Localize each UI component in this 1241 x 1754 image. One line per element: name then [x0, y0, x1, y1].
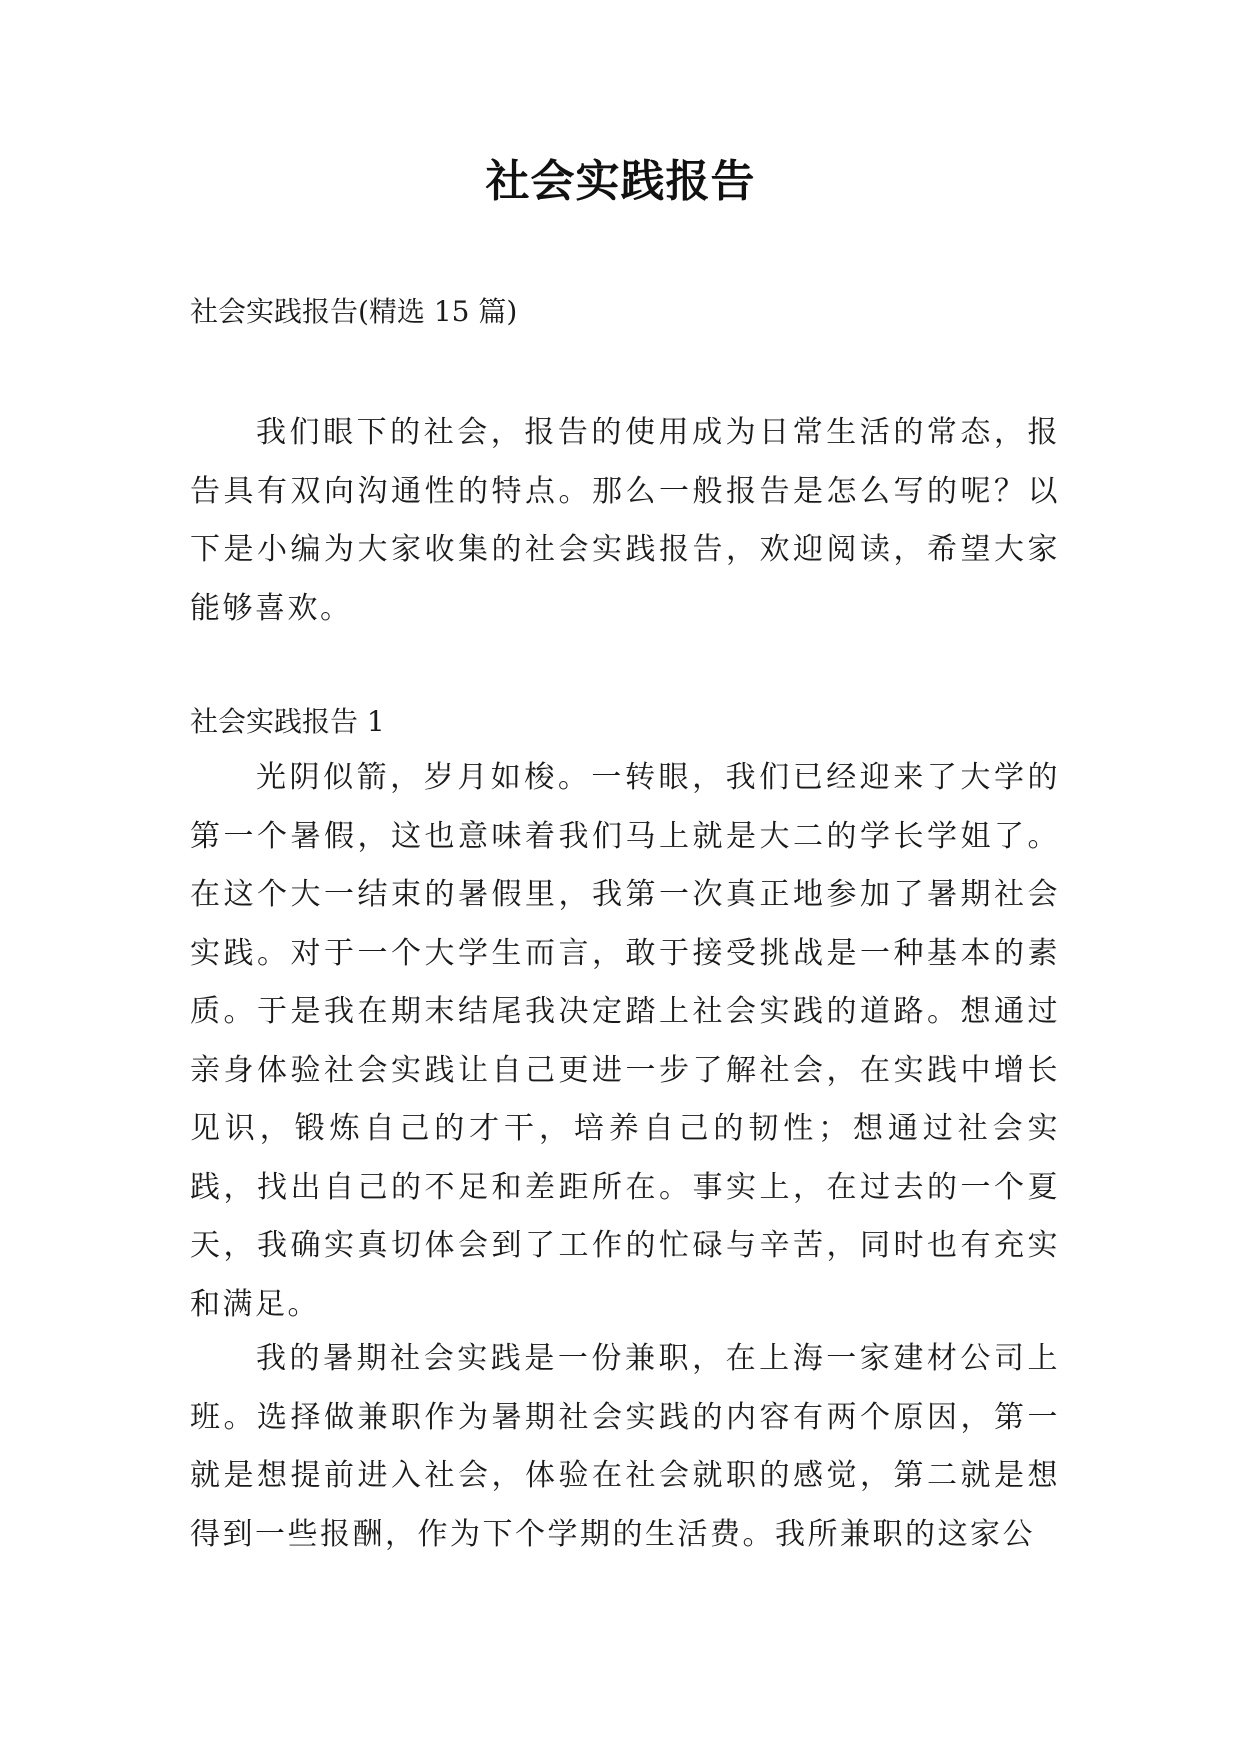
body-paragraph: 光阴似箭，岁月如梭。一转眼，我们已经迎来了大学的第一个暑假，这也意味着我们马上就是大二的学长学姐了。在这个大一结束的暑假里，我第一次真正地参加了暑期社会实践。对于一个大学生而言，敢于接受挑战是一种基本的素质。于是我在期末结尾我决定踏上社会实践的道路。想通过亲身体验社会实践让自己更进一步了解社会，在实践中增长见识，锻炼自己的才干，培养自己的韧性；想通过社会实践，找出自己的不足和差距所在。事实上，在过去的一个夏天，我确实真切体会到了工作的忙碌与辛苦，同时也有充实和满足。 — [190, 760, 1060, 1322]
intro-paragraph: 我们眼下的社会，报告的使用成为日常生活的常态，报告具有双向沟通性的特点。那么一般报告是怎么写的呢？以下是小编为大家收集的社会实践报告，欢迎阅读，希望大家能够喜欢。 — [190, 415, 1060, 626]
body-paragraph: 我的暑期社会实践是一份兼职，在上海一家建材公司上班。选择做兼职作为暑期社会实践的内容有两个原因，第一就是想提前进入社会，体验在社会就职的感觉，第二就是想得到一些报酬，作为下个学期的生活费。我所兼职的这家公 — [190, 1341, 1060, 1552]
document-subtitle: 社会实践报告(精选 15 篇) — [190, 295, 518, 328]
section-heading: 社会实践报告 1 — [190, 705, 385, 738]
document-title: 社会实践报告 — [485, 156, 756, 207]
